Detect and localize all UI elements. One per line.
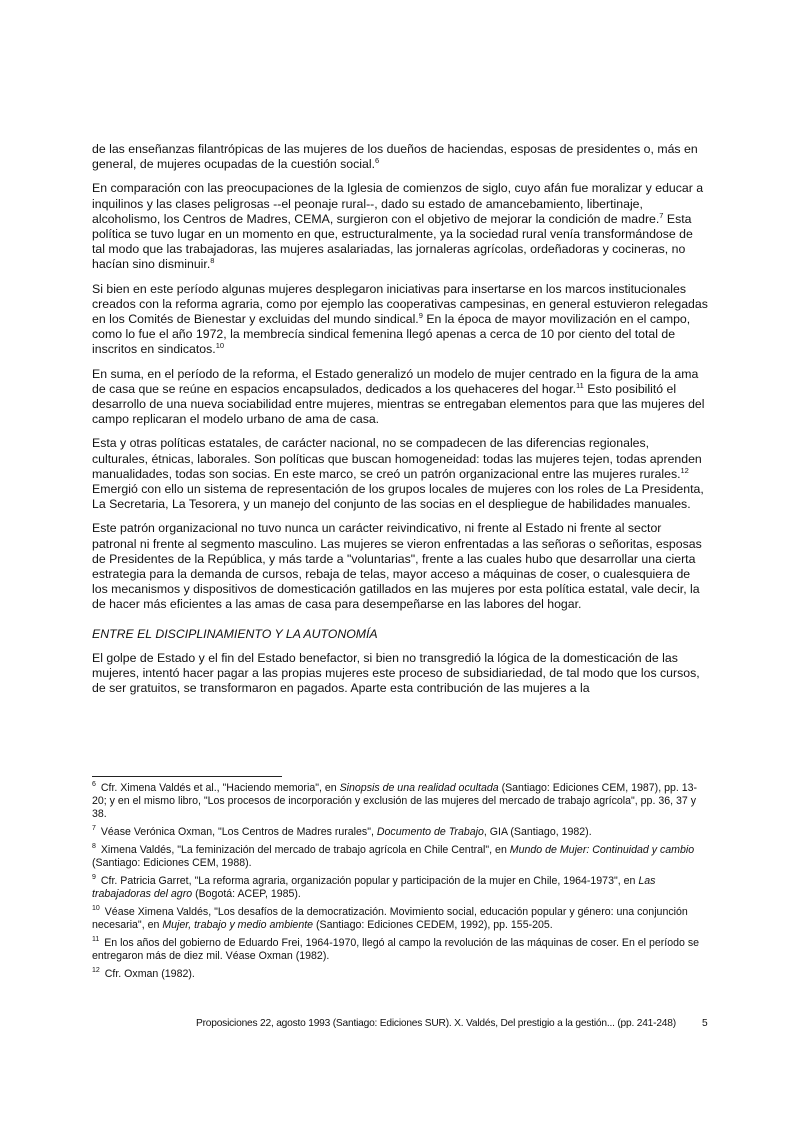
- footnote-number: 7: [92, 825, 96, 833]
- paragraph-text: Esta política se tuvo lugar en un momento en que, estructuralmente, ya la sociedad rural venía transformándose de tal modo que las trabajadoras, las mujeres asalariadas, las jornaleras agrícolas, ordeñadoras y cocineras, no hacían sino disminuir.: [92, 211, 693, 272]
- footnote-11: [92, 937, 708, 963]
- footer-citation: Proposiciones 22, agosto 1993 (Santiago: Ediciones SUR). X. Valdés, Del prestigio a la gestión... (pp. 241-248): [196, 1018, 676, 1029]
- footnote-number: 12: [92, 967, 100, 975]
- footnote-number: 8: [92, 843, 96, 851]
- footnote-text: En los años del gobierno de Eduardo Frei, 1964-1970, llegó al campo la revolución de las máquinas de coser. En el período se entregaron más de diez mil. Véase Oxman (1982).: [92, 937, 700, 962]
- footnote-ref[interactable]: 7: [659, 210, 664, 220]
- footnote-ref[interactable]: 6: [375, 156, 380, 166]
- page-number: 5: [702, 1018, 708, 1029]
- footnote-text: (Bogotá: ACEP, 1985).: [192, 888, 301, 900]
- footnote-list: [92, 782, 708, 981]
- footnote-number: 9: [92, 874, 96, 882]
- footnote-title: Las trabajadoras del agro: [92, 875, 656, 900]
- paragraph-text: Esta y otras políticas estatales, de carácter nacional, no se compadecen de las diferencias regionales, culturales, étnicas, laborales. Son políticas que buscan homogeneidad: todas las mujeres tejen, todas aprenden manualidades, todas son socias. En este marco, se creó un patrón organizacional entre las mujeres rurales.: [92, 436, 702, 481]
- paragraph-text: Este patrón organizacional no tuvo nunca un carácter reivindicativo, ni frente al Estado ni frente al sector patronal ni frente al segmento masculino. Las mujeres se vieron enfrentadas a las señoras o señoritas, esposas de Presidentes de la República, y más tarde a "voluntarias", frente a las cuales hubo que desarrollar una cierta estrategia para la demanda de cursos, rebaja de telas, mayor acceso a máquinas de coser, o cualesquiera de los mecanismos y dispositivos de domesticación gatillados en las mujeres por esta política estatal, vale decir, la de hacer más eficientes a las amas de casa para desempeñarse en las labores del hogar.: [92, 521, 702, 612]
- page-footer: [196, 1018, 716, 1029]
- footnote-ref[interactable]: 11: [576, 380, 584, 390]
- footnote-title: Mundo de Mujer: Continuidad y cambio: [509, 844, 695, 856]
- footnote-10: [92, 906, 708, 932]
- footnote-title: Sinopsis de una realidad ocultada: [339, 782, 499, 794]
- paragraph-2: [92, 181, 708, 272]
- footnote-number: 6: [92, 781, 96, 789]
- footnote-text: Cfr. Ximena Valdés et al., "Haciendo memoria", en: [97, 782, 340, 794]
- footnote-number: 11: [92, 936, 100, 944]
- paragraph-6: [92, 521, 708, 612]
- footnote-title: Mujer, trabajo y medio ambiente: [162, 919, 314, 931]
- body-text: [92, 142, 708, 705]
- footnote-text: (Santiago: Ediciones CEDEM, 1992), pp. 155-205.: [313, 919, 553, 931]
- footnote-ref[interactable]: 9: [418, 310, 423, 320]
- paragraph-text: En comparación con las preocupaciones de la Iglesia de comienzos de siglo, cuyo afán fue moralizar y educar a inquilinos y las clases peligrosas --el peonaje rural--, dado su estado de amancebamiento, libertinaje, alcoholismo, los Centros de Madres, CEMA, surgieron con el objetivo de mejorar la condición de madre.: [92, 181, 704, 226]
- paragraph-3: [92, 282, 708, 358]
- footnote-12: [92, 968, 708, 981]
- footnote-text: , GIA (Santiago, 1982).: [483, 826, 592, 838]
- footnote-text: (Santiago: Ediciones CEM, 1987), pp. 13-20; y en el mismo libro, "Los procesos de incorporación y exclusión de las mujeres del mercado de trabajo agrícola", pp. 36, 37 y 38.: [92, 782, 698, 820]
- footnote-ref[interactable]: 12: [680, 465, 689, 475]
- footnote-7: [92, 826, 708, 839]
- paragraph-text: Esto posibilitó el desarrollo de una nueva sociabilidad entre mujeres, mientras se entregaban elementos para que las mujeres del campo replicaran el modelo urbano de ama de casa.: [92, 381, 705, 427]
- paragraph-1: [92, 142, 708, 172]
- paragraph-text: En suma, en el período de la reforma, el Estado generalizó un modelo de mujer centrado en la figura de la ama de casa que se reúne en espacios encapsulados, dedicados a los quehaceres del hogar.: [92, 366, 699, 396]
- paragraph-text: Si bien en este período algunas mujeres desplegaron iniciativas para insertarse en los marcos institucionales creados con la reforma agraria, como por ejemplo las cooperativas campesinas, en general estuvieron relegadas en los Comités de Bienestar y excluidas del mundo sindical.: [92, 281, 708, 327]
- footnote-title: Documento de Trabajo: [376, 826, 484, 838]
- paragraph-text: de las enseñanzas filantrópicas de las mujeres de los dueños de haciendas, esposas de presidentes o, más en general, de mujeres ocupadas de la cuestión social.: [92, 142, 698, 172]
- footnote-text: Cfr. Patricia Garret, "La reforma agraria, organización popular y participación de la mujer en Chile, 1964-1973", en: [97, 875, 639, 887]
- footnotes: [92, 776, 708, 986]
- footnote-text: Ximena Valdés, "La feminización del mercado de trabajo agrícola en Chile Central", en: [97, 844, 510, 856]
- paragraph-5: [92, 436, 708, 512]
- paragraph-4: [92, 367, 708, 428]
- footnote-ref[interactable]: 10: [215, 341, 225, 351]
- footnote-text: Véase Verónica Oxman, "Los Centros de Madres rurales",: [97, 826, 377, 838]
- paragraph-text: En la época de mayor movilización en el campo, como lo fue el año 1972, la membrecía sindical femenina llegó apenas a cerca de 10 por ciento del total de inscritos en sindicatos.: [92, 312, 691, 357]
- footnote-ref[interactable]: 8: [210, 256, 215, 266]
- section-heading: ENTRE EL DISCIPLINAMIENTO Y LA AUTONOMÍA: [92, 626, 378, 641]
- footnote-text: Véase Ximena Valdés, "Los desafíos de la democratización. Movimiento social, educación popular y género: una conjunción necesaria", en: [92, 906, 688, 931]
- footnote-text: (Santiago: Ediciones CEM, 1988).: [92, 857, 252, 869]
- footnote-text: Cfr. Oxman (1982).: [101, 968, 195, 980]
- footnote-6: [92, 782, 708, 821]
- footnote-number: 10: [92, 905, 100, 913]
- footnote-9: [92, 875, 708, 901]
- paragraph-7: El golpe de Estado y el fin del Estado benefactor, si bien no transgredió la lógica de la domesticación de las mujeres, intentó hacer pagar a las propias mujeres este proceso de subsidiariedad, de tal modo que los cursos, de ser gratuitos, se transformaron en pagados. Aparte esta contribución de las mujeres a la: [92, 650, 700, 696]
- footnote-divider: [92, 776, 282, 777]
- paragraph-text: Emergió con ello un sistema de representación de los grupos locales de mujeres con los roles de La Presidenta, La Secretaria, La Tesorera, y un manejo del conjunto de las socias en el despliegue de habilidades manuales.: [92, 482, 704, 512]
- footnote-8: [92, 844, 708, 870]
